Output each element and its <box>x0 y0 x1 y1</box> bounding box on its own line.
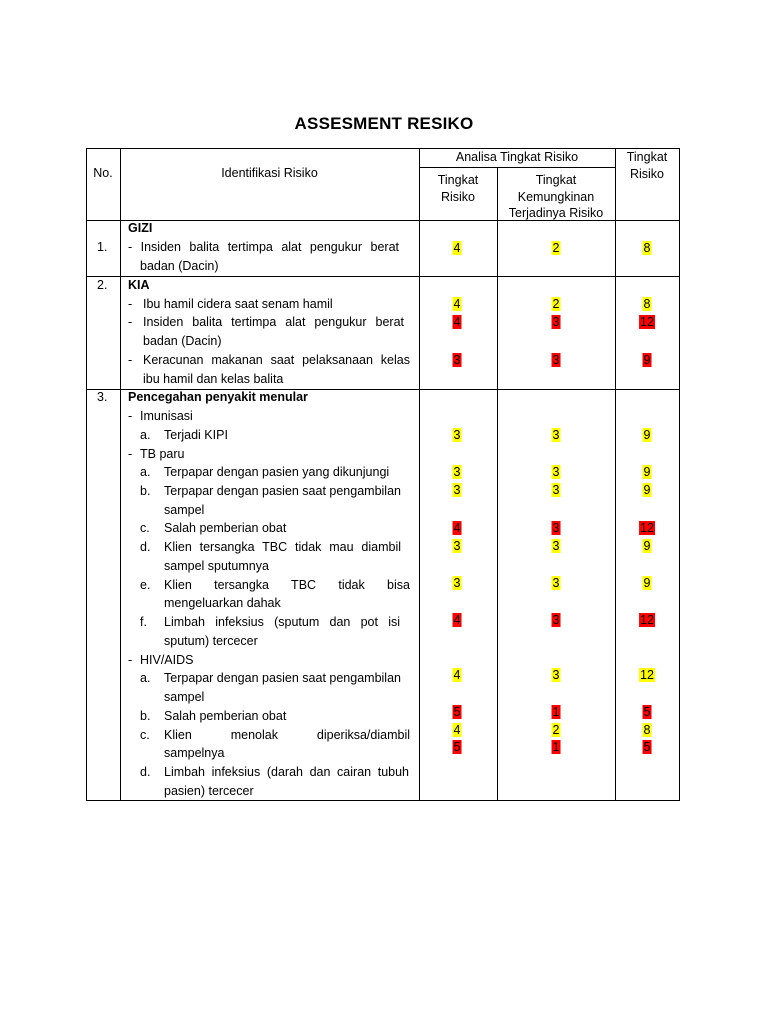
risk-item-text: sampel <box>164 503 205 517</box>
risk-item-text: sampel sputumnya <box>164 559 269 573</box>
kemungkinan-value: 3 <box>552 668 560 682</box>
kemungkinan-value: 3 <box>552 521 560 535</box>
risk-score-value: 12 <box>640 315 654 329</box>
table-divider-col-kemungkinan <box>497 167 498 801</box>
section-heading: Pencegahan penyakit menular <box>128 390 308 404</box>
risk-item-text: - Insiden balita tertimpa alat pengukur berat <box>128 240 399 254</box>
tingkat-risiko-value: 3 <box>453 576 461 590</box>
risk-score-value: 9 <box>643 576 651 590</box>
risk-score-value: 12 <box>640 613 654 627</box>
risk-item-text: Keracunan makanan saat pelaksanaan kelas <box>143 353 410 367</box>
risk-item-text: Terpapar dengan pasien yang dikunjungi <box>164 465 390 479</box>
kemungkinan-value: 2 <box>552 297 560 311</box>
risk-item-text: Terjadi KIPI <box>164 428 228 442</box>
item-marker: e. <box>140 578 151 592</box>
kemungkinan-value: 3 <box>552 315 560 329</box>
risk-score-value: 8 <box>643 241 651 255</box>
section-heading: KIA <box>128 278 150 292</box>
risk-item-text: Limbah infeksius (darah dan cairan tubuh <box>164 765 409 779</box>
tingkat-risiko-value: 4 <box>453 668 461 682</box>
risk-item-text: sampel <box>164 690 205 704</box>
dash-marker: - <box>128 409 133 423</box>
risk-item-text: Terpapar dengan pasien saat pengambilan <box>164 671 401 685</box>
header-tingkat-risiko-sub-1: Tingkat <box>437 173 479 187</box>
item-marker: a. <box>140 465 151 479</box>
dash-marker: - <box>128 297 133 311</box>
risk-score-value: 12 <box>640 668 654 682</box>
risk-item-text: Klien tersangka TBC tidak bisa <box>164 578 410 592</box>
kemungkinan-value: 3 <box>552 613 560 627</box>
subgroup-label: Imunisasi <box>140 409 193 423</box>
risk-item-text: ibu hamil dan kelas balita <box>143 372 284 386</box>
kemungkinan-value: 2 <box>552 241 560 255</box>
risk-item-text: Klien menolak diperiksa/diambil <box>164 728 410 742</box>
item-marker: f. <box>140 615 147 629</box>
risk-score-value: 9 <box>643 353 651 367</box>
kemungkinan-value: 1 <box>552 705 560 719</box>
tingkat-risiko-value: 3 <box>453 353 461 367</box>
kemungkinan-value: 3 <box>552 539 560 553</box>
kemungkinan-value: 2 <box>552 723 560 737</box>
risk-item-text: badan (Dacin) <box>140 259 219 273</box>
item-marker: d. <box>140 540 151 554</box>
header-kemungkinan-1: Tingkat <box>535 173 577 187</box>
risk-score-value: 9 <box>643 428 651 442</box>
tingkat-risiko-value: 4 <box>453 315 461 329</box>
subgroup-label: TB paru <box>140 447 185 461</box>
header-tingkat-risiko-1: Tingkat <box>626 150 668 164</box>
risk-item-text: Ibu hamil cidera saat senam hamil <box>143 297 333 311</box>
kemungkinan-value: 3 <box>552 576 560 590</box>
item-marker: b. <box>140 484 151 498</box>
risk-item-text: mengeluarkan dahak <box>164 596 281 610</box>
tingkat-risiko-value: 3 <box>453 483 461 497</box>
risk-item-text: Insiden balita tertimpa alat pengukur berat <box>143 315 404 329</box>
subgroup-label: HIV/AIDS <box>140 653 194 667</box>
header-tingkat-risiko-2: Risiko <box>629 167 665 181</box>
dash-marker: - <box>128 315 133 329</box>
item-marker: c. <box>140 728 150 742</box>
risk-score-value: 9 <box>643 539 651 553</box>
item-marker: d. <box>140 765 151 779</box>
tingkat-risiko-value: 4 <box>453 613 461 627</box>
risk-item-text: sampelnya <box>164 746 225 760</box>
document-title: ASSESMENT RESIKO <box>294 114 474 133</box>
table-divider-subheader <box>419 167 616 168</box>
risk-score-value: 8 <box>643 723 651 737</box>
risk-item-text: Limbah infeksius (sputum dan pot isi <box>164 615 400 629</box>
row-number: 1. <box>97 240 108 254</box>
row-number: 3. <box>97 390 108 404</box>
dash-marker: - <box>128 353 133 367</box>
header-identifikasi-risiko: Identifikasi Risiko <box>221 166 318 180</box>
row-number: 2. <box>97 278 108 292</box>
tingkat-risiko-value: 4 <box>453 521 461 535</box>
table-divider-col-analisa <box>419 148 420 801</box>
risk-item-text: Klien tersangka TBC tidak mau diambil <box>164 540 401 554</box>
tingkat-risiko-value: 5 <box>453 740 461 754</box>
risk-item-text: pasien) tercecer <box>164 784 254 798</box>
tingkat-risiko-value: 5 <box>453 705 461 719</box>
header-kemungkinan-3: Terjadinya Risiko <box>508 206 604 220</box>
tingkat-risiko-value: 4 <box>453 723 461 737</box>
dash-marker: - <box>128 447 133 461</box>
risk-item-text: Terpapar dengan pasien saat pengambilan <box>164 484 401 498</box>
header-kemungkinan-2: Kemungkinan <box>517 190 595 204</box>
table-divider-col-risiko <box>615 148 616 801</box>
risk-score-value: 5 <box>643 740 651 754</box>
item-marker: a. <box>140 671 151 685</box>
tingkat-risiko-value: 3 <box>453 465 461 479</box>
table-divider-row-1 <box>86 276 680 277</box>
risk-score-value: 8 <box>643 297 651 311</box>
kemungkinan-value: 3 <box>552 483 560 497</box>
risk-score-value: 9 <box>643 483 651 497</box>
table-border-right <box>679 148 680 801</box>
kemungkinan-value: 3 <box>552 465 560 479</box>
tingkat-risiko-value: 4 <box>453 297 461 311</box>
risk-score-value: 9 <box>643 465 651 479</box>
tingkat-risiko-value: 4 <box>453 241 461 255</box>
header-tingkat-risiko-sub-2: Risiko <box>440 190 476 204</box>
tingkat-risiko-value: 3 <box>453 428 461 442</box>
risk-score-value: 5 <box>643 705 651 719</box>
table-divider-col-no <box>120 148 121 801</box>
kemungkinan-value: 1 <box>552 740 560 754</box>
risk-score-value: 12 <box>640 521 654 535</box>
tingkat-risiko-value: 3 <box>453 539 461 553</box>
risk-item-text: sputum) tercecer <box>164 634 258 648</box>
section-heading: GIZI <box>128 221 153 235</box>
header-no: No. <box>93 166 113 180</box>
kemungkinan-value: 3 <box>552 428 560 442</box>
risk-item-text: Salah pemberian obat <box>164 521 287 535</box>
kemungkinan-value: 3 <box>552 353 560 367</box>
risk-item-text: badan (Dacin) <box>143 334 222 348</box>
header-analisa-tingkat-risiko: Analisa Tingkat Risiko <box>455 150 579 164</box>
item-marker: a. <box>140 428 151 442</box>
table-border-left <box>86 148 87 801</box>
risk-item-text: Salah pemberian obat <box>164 709 287 723</box>
item-marker: b. <box>140 709 151 723</box>
dash-marker: - <box>128 653 133 667</box>
item-marker: c. <box>140 521 150 535</box>
